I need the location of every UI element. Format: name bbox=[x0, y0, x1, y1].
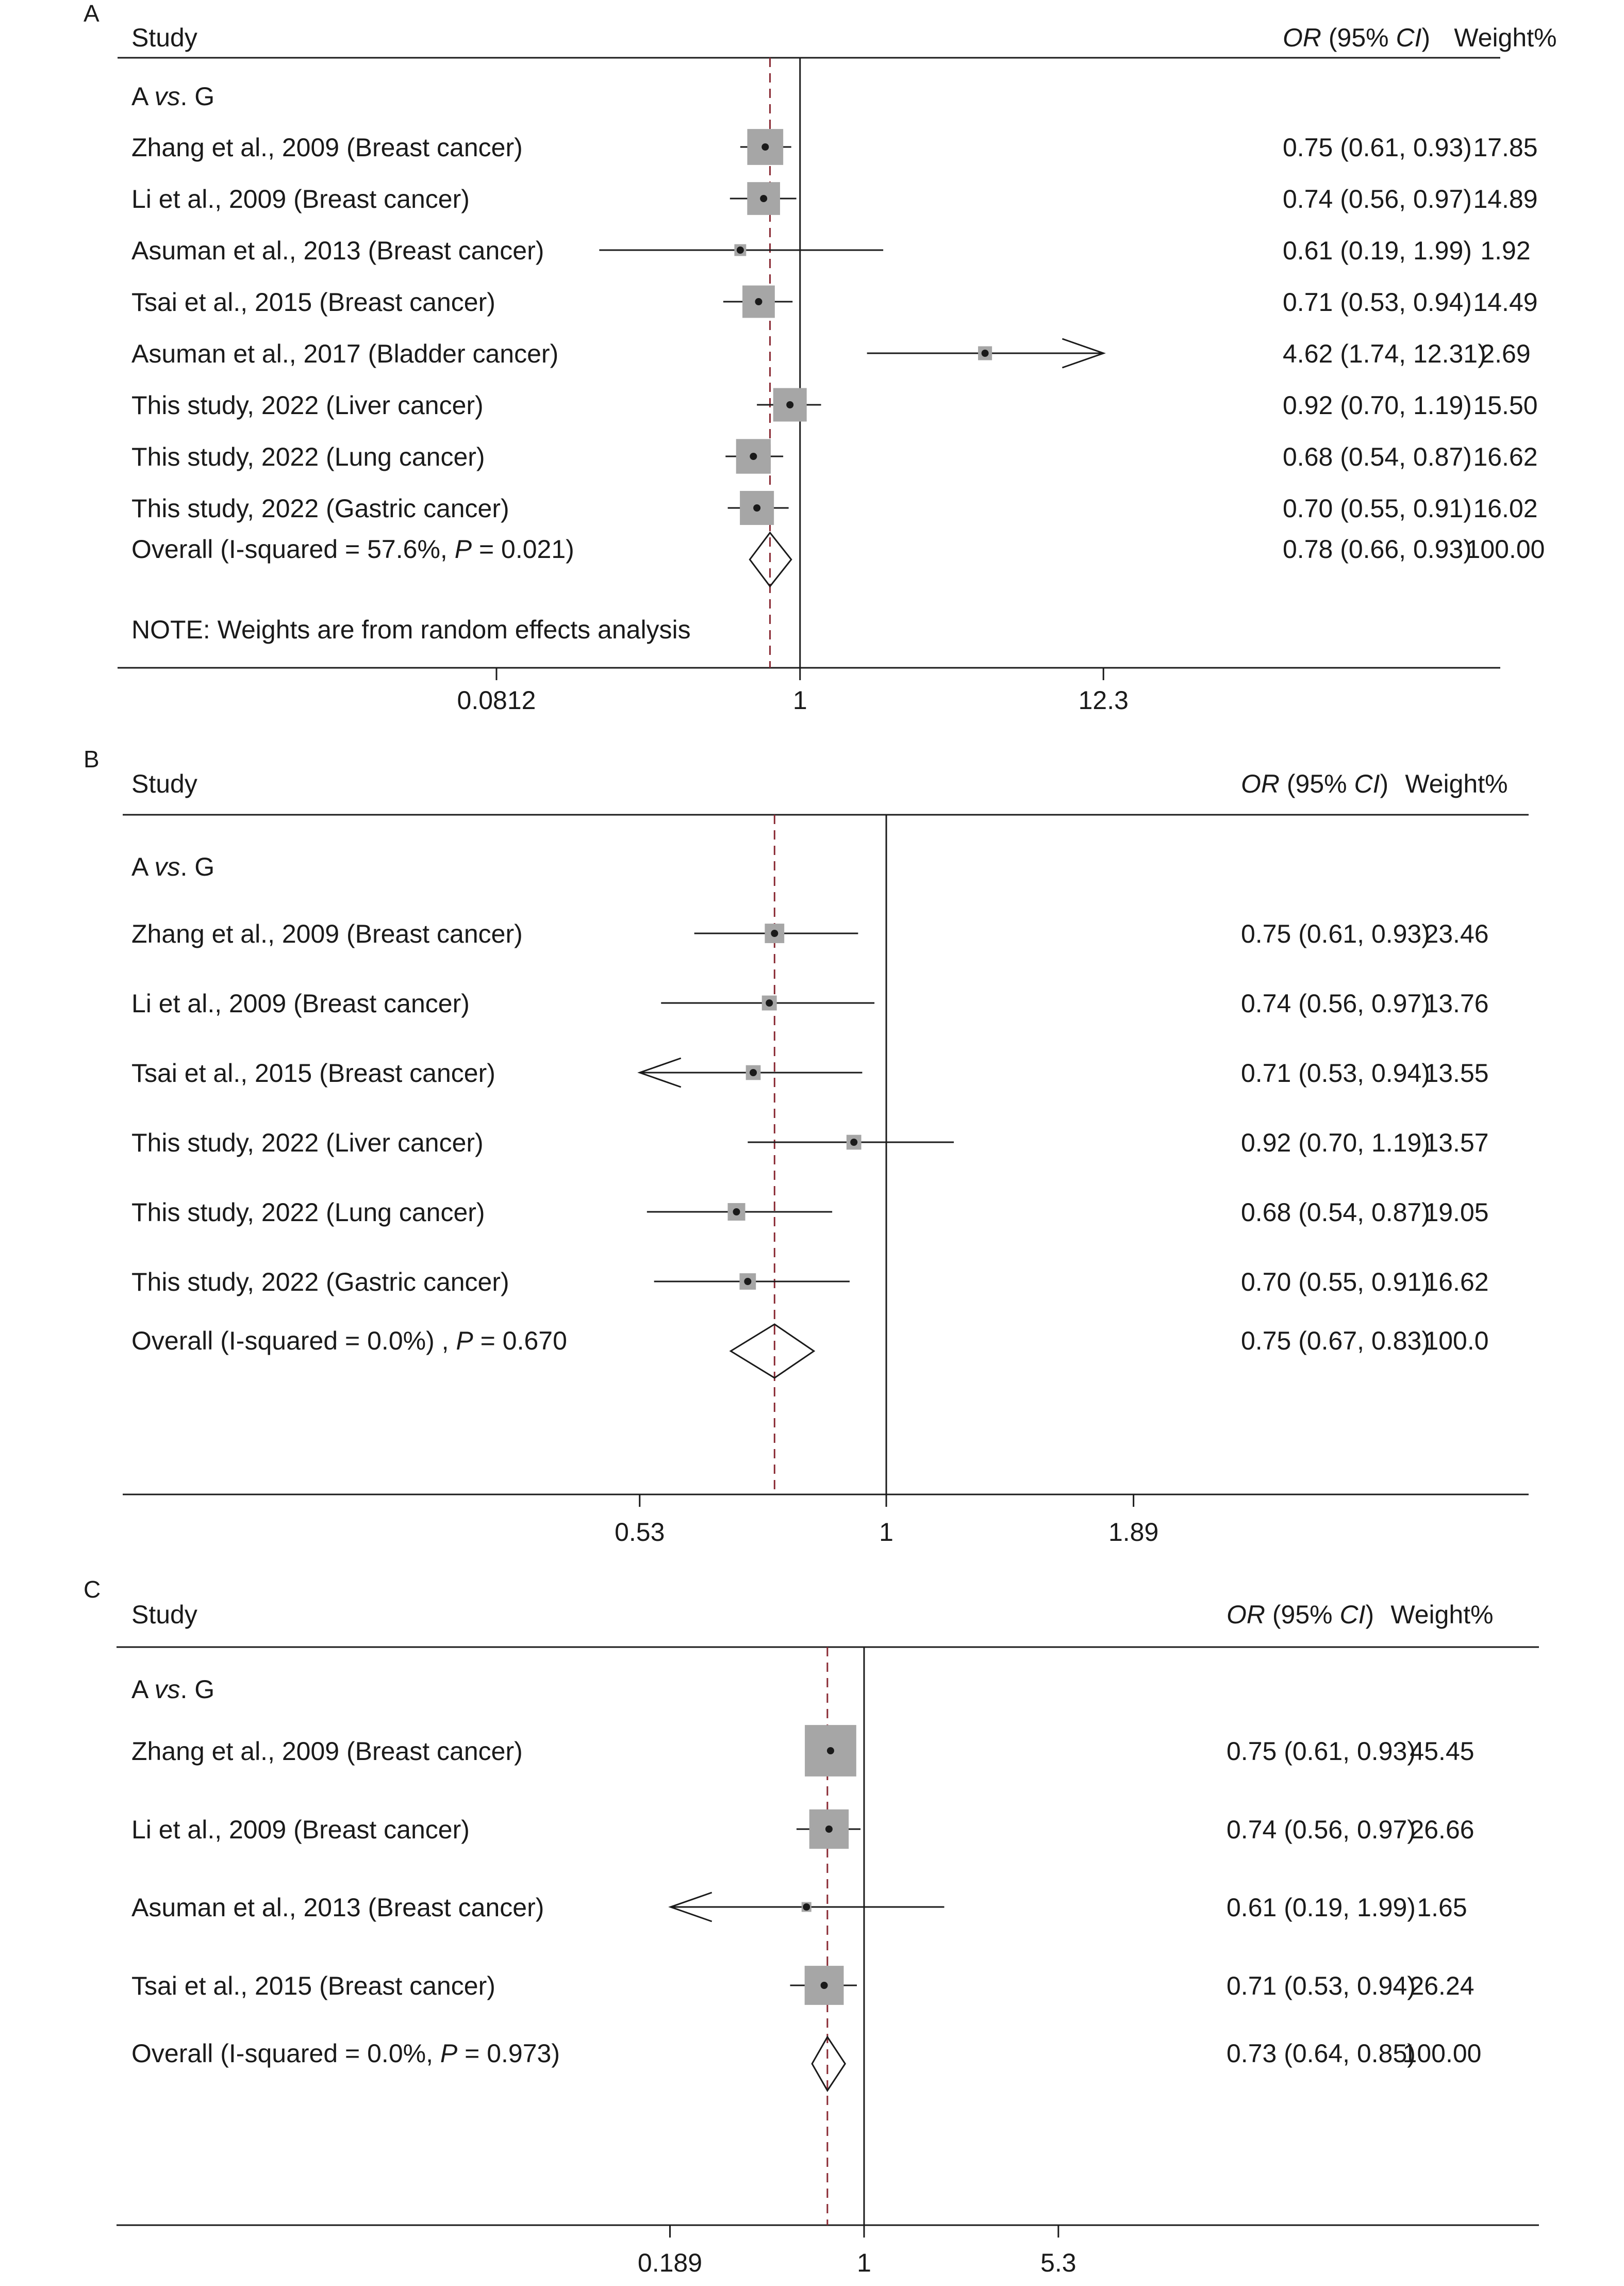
study-row bbox=[131, 339, 1531, 368]
point-estimate bbox=[827, 1747, 834, 1754]
study-or-ci: 0.71 (0.53, 0.94) bbox=[1227, 1971, 1416, 2000]
overall-weight: 100.00 bbox=[1466, 535, 1545, 564]
x-tick-label: 1 bbox=[879, 1518, 893, 1547]
point-estimate bbox=[761, 143, 769, 151]
study-label: Li et al., 2009 (Breast cancer) bbox=[131, 989, 470, 1018]
study-or-ci: 0.75 (0.61, 0.93) bbox=[1283, 133, 1472, 162]
study-label: Zhang et al., 2009 (Breast cancer) bbox=[131, 919, 523, 948]
study-row bbox=[131, 388, 1538, 422]
study-label: Tsai et al., 2015 (Breast cancer) bbox=[131, 1059, 495, 1088]
x-tick-label: 0.0812 bbox=[457, 686, 536, 715]
study-weight: 2.69 bbox=[1480, 339, 1531, 368]
study-label: Li et al., 2009 (Breast cancer) bbox=[131, 1815, 470, 1844]
overall-label: Overall (I-squared = 0.0%, P = 0.973) bbox=[131, 2039, 560, 2068]
study-row bbox=[131, 129, 1538, 165]
panel-letter: B bbox=[84, 746, 100, 772]
study-label: Li et al., 2009 (Breast cancer) bbox=[131, 185, 470, 213]
study-weight: 15.50 bbox=[1473, 391, 1538, 420]
overall-diamond bbox=[812, 2037, 845, 2091]
point-estimate bbox=[786, 401, 793, 408]
header-weight: Weight% bbox=[1405, 769, 1508, 798]
x-tick-label: 1 bbox=[792, 686, 807, 715]
header-study: Study bbox=[131, 23, 197, 52]
forest-panel-a bbox=[84, 0, 1557, 715]
point-estimate bbox=[850, 1139, 857, 1146]
study-label: This study, 2022 (Lung cancer) bbox=[131, 442, 485, 471]
study-row bbox=[131, 989, 1489, 1018]
study-row bbox=[131, 1058, 1489, 1088]
point-estimate bbox=[737, 246, 744, 254]
subgroup-label: A vs. G bbox=[131, 852, 215, 881]
study-or-ci: 0.70 (0.55, 0.91) bbox=[1241, 1268, 1430, 1296]
study-row bbox=[131, 439, 1538, 473]
study-weight: 1.92 bbox=[1480, 236, 1531, 265]
overall-label: Overall (I-squared = 0.0%) , P = 0.670 bbox=[131, 1326, 567, 1355]
study-weight: 13.76 bbox=[1424, 989, 1489, 1018]
point-estimate bbox=[803, 1903, 810, 1911]
study-weight: 14.89 bbox=[1473, 185, 1538, 213]
study-label: Tsai et al., 2015 (Breast cancer) bbox=[131, 288, 495, 317]
x-tick-label: 0.53 bbox=[615, 1518, 665, 1547]
study-label: Zhang et al., 2009 (Breast cancer) bbox=[131, 1737, 523, 1766]
study-weight: 26.24 bbox=[1410, 1971, 1474, 2000]
study-weight: 13.55 bbox=[1424, 1059, 1489, 1088]
overall-or-ci: 0.78 (0.66, 0.93) bbox=[1283, 535, 1472, 564]
study-row bbox=[131, 1198, 1489, 1227]
point-estimate bbox=[755, 298, 762, 305]
point-estimate bbox=[733, 1208, 740, 1215]
study-label: This study, 2022 (Lung cancer) bbox=[131, 1198, 485, 1227]
point-estimate bbox=[771, 930, 778, 937]
forest-panel-b bbox=[84, 746, 1529, 1547]
study-row bbox=[131, 1268, 1489, 1296]
point-estimate bbox=[750, 1069, 757, 1076]
study-weight: 16.62 bbox=[1424, 1268, 1489, 1296]
study-weight: 14.49 bbox=[1473, 288, 1538, 317]
study-or-ci: 0.61 (0.19, 1.99) bbox=[1227, 1893, 1416, 1922]
study-label: Zhang et al., 2009 (Breast cancer) bbox=[131, 133, 523, 162]
point-estimate bbox=[766, 999, 773, 1007]
header-or-ci: OR (95% CI) bbox=[1283, 23, 1431, 52]
overall-label: Overall (I-squared = 57.6%, P = 0.021) bbox=[131, 535, 574, 564]
point-estimate bbox=[982, 350, 989, 357]
study-row bbox=[131, 236, 1531, 265]
study-or-ci: 0.75 (0.61, 0.93) bbox=[1241, 919, 1430, 948]
study-row bbox=[131, 1810, 1474, 1849]
study-row bbox=[131, 182, 1538, 215]
study-or-ci: 0.74 (0.56, 0.97) bbox=[1283, 185, 1472, 213]
point-estimate bbox=[821, 1982, 828, 1989]
point-estimate bbox=[825, 1825, 833, 1833]
study-or-ci: 0.74 (0.56, 0.97) bbox=[1241, 989, 1430, 1018]
header-or-ci: OR (95% CI) bbox=[1227, 1600, 1374, 1629]
point-estimate bbox=[760, 195, 767, 202]
study-label: Asuman et al., 2013 (Breast cancer) bbox=[131, 1893, 544, 1922]
panel-letter: A bbox=[84, 0, 100, 27]
overall-weight: 100.0 bbox=[1424, 1326, 1489, 1355]
weights-note: NOTE: Weights are from random effects analysis bbox=[131, 615, 691, 644]
study-row bbox=[131, 1128, 1489, 1157]
x-tick-label: 1.89 bbox=[1108, 1518, 1159, 1547]
study-or-ci: 4.62 (1.74, 12.31) bbox=[1283, 339, 1486, 368]
study-label: This study, 2022 (Gastric cancer) bbox=[131, 1268, 509, 1296]
study-or-ci: 0.61 (0.19, 1.99) bbox=[1283, 236, 1472, 265]
study-label: This study, 2022 (Liver cancer) bbox=[131, 1128, 484, 1157]
study-weight: 23.46 bbox=[1424, 919, 1489, 948]
x-tick-label: 5.3 bbox=[1040, 2248, 1076, 2277]
header-study: Study bbox=[131, 1600, 197, 1629]
study-or-ci: 0.68 (0.54, 0.87) bbox=[1241, 1198, 1430, 1227]
study-weight: 16.62 bbox=[1473, 442, 1538, 471]
header-study: Study bbox=[131, 769, 197, 798]
study-weight: 1.65 bbox=[1417, 1893, 1467, 1922]
study-or-ci: 0.92 (0.70, 1.19) bbox=[1241, 1128, 1430, 1157]
study-row bbox=[131, 919, 1489, 948]
study-label: This study, 2022 (Liver cancer) bbox=[131, 391, 484, 420]
overall-or-ci: 0.75 (0.67, 0.83) bbox=[1241, 1326, 1430, 1355]
x-tick-label: 12.3 bbox=[1078, 686, 1129, 715]
point-estimate bbox=[750, 453, 757, 460]
study-weight: 13.57 bbox=[1424, 1128, 1489, 1157]
study-row bbox=[131, 1893, 1467, 1922]
study-row bbox=[131, 1966, 1474, 2005]
study-or-ci: 0.70 (0.55, 0.91) bbox=[1283, 494, 1472, 523]
panel-letter: C bbox=[84, 1576, 101, 1603]
study-or-ci: 0.92 (0.70, 1.19) bbox=[1283, 391, 1472, 420]
study-label: Asuman et al., 2017 (Bladder cancer) bbox=[131, 339, 559, 368]
point-estimate bbox=[753, 504, 760, 512]
subgroup-label: A vs. G bbox=[131, 1675, 215, 1704]
study-weight: 26.66 bbox=[1410, 1815, 1474, 1844]
x-tick-label: 1 bbox=[857, 2248, 871, 2277]
study-row bbox=[131, 286, 1538, 318]
study-weight: 16.02 bbox=[1473, 494, 1538, 523]
study-or-ci: 0.71 (0.53, 0.94) bbox=[1241, 1059, 1430, 1088]
study-label: Asuman et al., 2013 (Breast cancer) bbox=[131, 236, 544, 265]
study-row bbox=[131, 1725, 1474, 1777]
study-or-ci: 0.68 (0.54, 0.87) bbox=[1283, 442, 1472, 471]
overall-or-ci: 0.73 (0.64, 0.85) bbox=[1227, 2039, 1416, 2068]
header-or-ci: OR (95% CI) bbox=[1241, 769, 1389, 798]
header-weight: Weight% bbox=[1454, 23, 1557, 52]
study-row bbox=[131, 491, 1538, 525]
study-weight: 17.85 bbox=[1473, 133, 1538, 162]
subgroup-label: A vs. G bbox=[131, 82, 215, 111]
study-label: Tsai et al., 2015 (Breast cancer) bbox=[131, 1971, 495, 2000]
point-estimate bbox=[744, 1278, 751, 1285]
overall-weight: 100.00 bbox=[1402, 2039, 1482, 2068]
study-or-ci: 0.75 (0.61, 0.93) bbox=[1227, 1737, 1416, 1766]
forest-panel-c bbox=[84, 1576, 1539, 2277]
study-or-ci: 0.74 (0.56, 0.97) bbox=[1227, 1815, 1416, 1844]
overall-diamond bbox=[731, 1324, 814, 1378]
study-or-ci: 0.71 (0.53, 0.94) bbox=[1283, 288, 1472, 317]
x-tick-label: 0.189 bbox=[637, 2248, 703, 2277]
study-label: This study, 2022 (Gastric cancer) bbox=[131, 494, 509, 523]
header-weight: Weight% bbox=[1390, 1600, 1494, 1629]
study-weight: 45.45 bbox=[1410, 1737, 1474, 1766]
study-weight: 19.05 bbox=[1424, 1198, 1489, 1227]
